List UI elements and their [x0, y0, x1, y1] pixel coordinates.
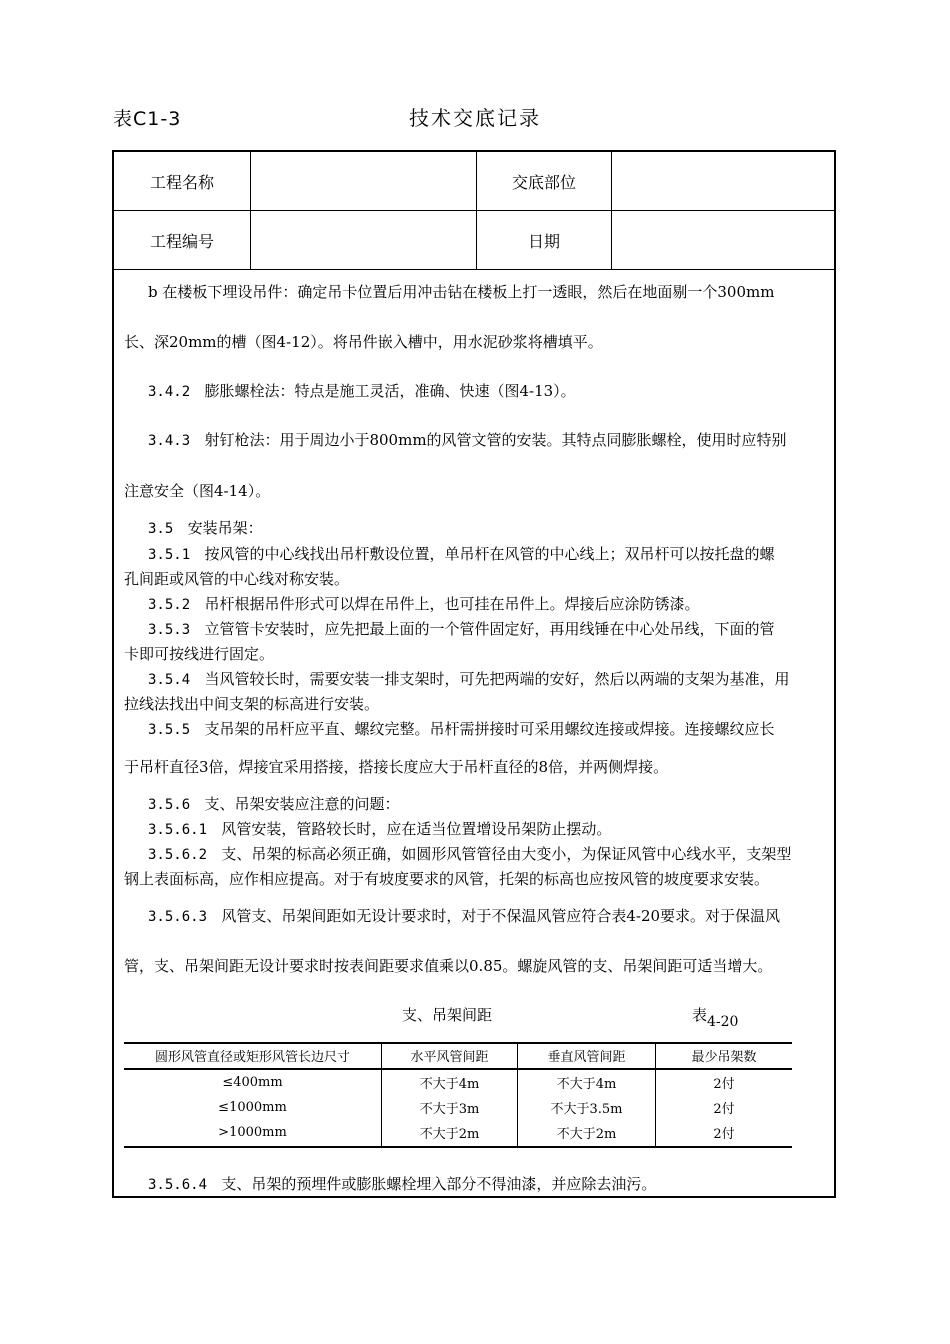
paragraph: 注意安全（图4-14）。 [124, 482, 271, 500]
paragraph: 卡即可按线进行固定。 [124, 645, 275, 663]
paragraph: 3.4.2 膨胀螺栓法：特点是施工灵活，准确、快速（图4-13）。 [148, 382, 576, 400]
table-cell: 不大于2m [419, 1126, 480, 1142]
table-caption: 支、吊架间距 [402, 1006, 493, 1024]
table-row [124, 1120, 792, 1144]
table-header-cell: 最少吊架数 [691, 1049, 757, 1065]
paragraph: 3.5.4 当风管较长时，需要安装一排支架时，可先把两端的安好，然后以两端的支架为基准，用 [148, 670, 790, 688]
paragraph: 3.5.6.1 风管安装，管路较长时，应在适当位置增设吊架防止摆动。 [148, 820, 612, 838]
location-label: 交底部位 [511, 172, 576, 192]
paragraph: 拉线法找出中间支架的标高进行安装。 [124, 695, 380, 713]
date-label: 日期 [527, 231, 560, 251]
table-cell: 不大于4m [556, 1076, 617, 1092]
paragraph: 3.5.2 吊杆根据吊件形式可以焊在吊件上，也可挂在吊件上。焊接后应涂防锈漆。 [148, 595, 700, 613]
paragraph: 于吊杆直径3倍，焊接宜采用搭接，搭接长度应大于吊杆直径的8倍，并两侧焊接。 [124, 758, 669, 776]
table-header-cell: 圆形风管直径或矩形风管长边尺寸 [154, 1049, 350, 1065]
table-cell: 不大于2m [556, 1126, 617, 1142]
paragraph: b 在楼板下埋设吊件：确定吊卡位置后用冲击钻在楼板上打一透眼，然后在地面剔一个300mm [148, 283, 775, 301]
paragraph: 3.5.1 按风管的中心线找出吊杆敷设位置，单吊杆在风管的中心线上；双吊杆可以按托盘的螺 [148, 545, 775, 563]
paragraph: 3.5.6.4 支、吊架的预埋件或膨胀螺栓埋入部分不得油漆，并应除去油污。 [148, 1175, 657, 1193]
paragraph: 3.5.3 立管管卡安装时，应先把最上面的一个管件固定好，再用线锤在中心处吊线，下面的管 [148, 620, 775, 638]
paragraph: 3.5.6.2 支、吊架的标高必须正确，如圆形风管管径由大变小，为保证风管中心线水平，支架型 [148, 845, 792, 863]
table-header-row [124, 1043, 792, 1067]
paragraph: 3.5.5 支吊架的吊杆应平直、螺纹完整。吊杆需拼接时可采用螺纹连接或焊接。连接螺纹应长 [148, 720, 775, 738]
paragraph: 3.5.6.3 风管支、吊架间距如无设计要求时，对于不保温风管应符合表4-20要求。对于保温风 [148, 907, 781, 925]
paragraph: 孔间距或风管的中心线对称安装。 [124, 570, 350, 588]
table-row [124, 1095, 792, 1119]
table-cell: 不大于3.5m [550, 1101, 623, 1117]
table-cell: 2付 [713, 1101, 735, 1117]
date-field[interactable] [612, 211, 834, 269]
table-rule [124, 1146, 792, 1148]
project-name-field[interactable] [251, 152, 476, 210]
location-field[interactable] [612, 152, 834, 210]
paragraph: 3.4.3 射钉枪法：用于周边小于800mm的风管文管的安装。其特点同膨胀螺栓，使用时应特别 [148, 431, 787, 449]
table-cell: 2付 [713, 1076, 735, 1092]
table-cell: ≤1000mm [218, 1099, 287, 1115]
paragraph: 3.5.6 支、吊架安装应注意的问题： [148, 795, 400, 813]
table-cell: ≤400mm [222, 1074, 283, 1090]
table-cell: 不大于4m [419, 1076, 480, 1092]
table-cell: 2付 [713, 1126, 735, 1142]
grid-divider [114, 269, 834, 270]
paragraph: 钢上表面标高，应作相应提高。对于有坡度要求的风管，托架的标高也应按风管的坡度要求安装。 [124, 870, 770, 888]
table-header-cell: 水平风管间距 [410, 1049, 489, 1065]
project-name-label: 工程名称 [149, 172, 214, 192]
paragraph: 管，支、吊架间距无设计要求时按表间距要求值乘以0.85。螺旋风管的支、吊架间距可适当增大。 [124, 957, 773, 975]
paragraph: 3.5 安装吊架： [148, 519, 263, 537]
table-cell: 不大于3m [419, 1101, 480, 1117]
project-no-label: 工程编号 [149, 231, 214, 251]
table-cell: >1000mm [218, 1124, 287, 1140]
project-no-field[interactable] [251, 211, 476, 269]
record-frame [112, 150, 836, 1198]
paragraph: 长、深20mm的槽（图4-12）。将吊件嵌入槽中，用水泥砂浆将槽填平。 [124, 333, 603, 351]
table-header-cell: 垂直风管间距 [547, 1049, 626, 1065]
form-code: 表C1-3 [113, 108, 182, 130]
table-number: 表4-20 [692, 1006, 739, 1030]
document-title: 技术交底记录 [409, 106, 541, 130]
table-row [124, 1070, 792, 1094]
